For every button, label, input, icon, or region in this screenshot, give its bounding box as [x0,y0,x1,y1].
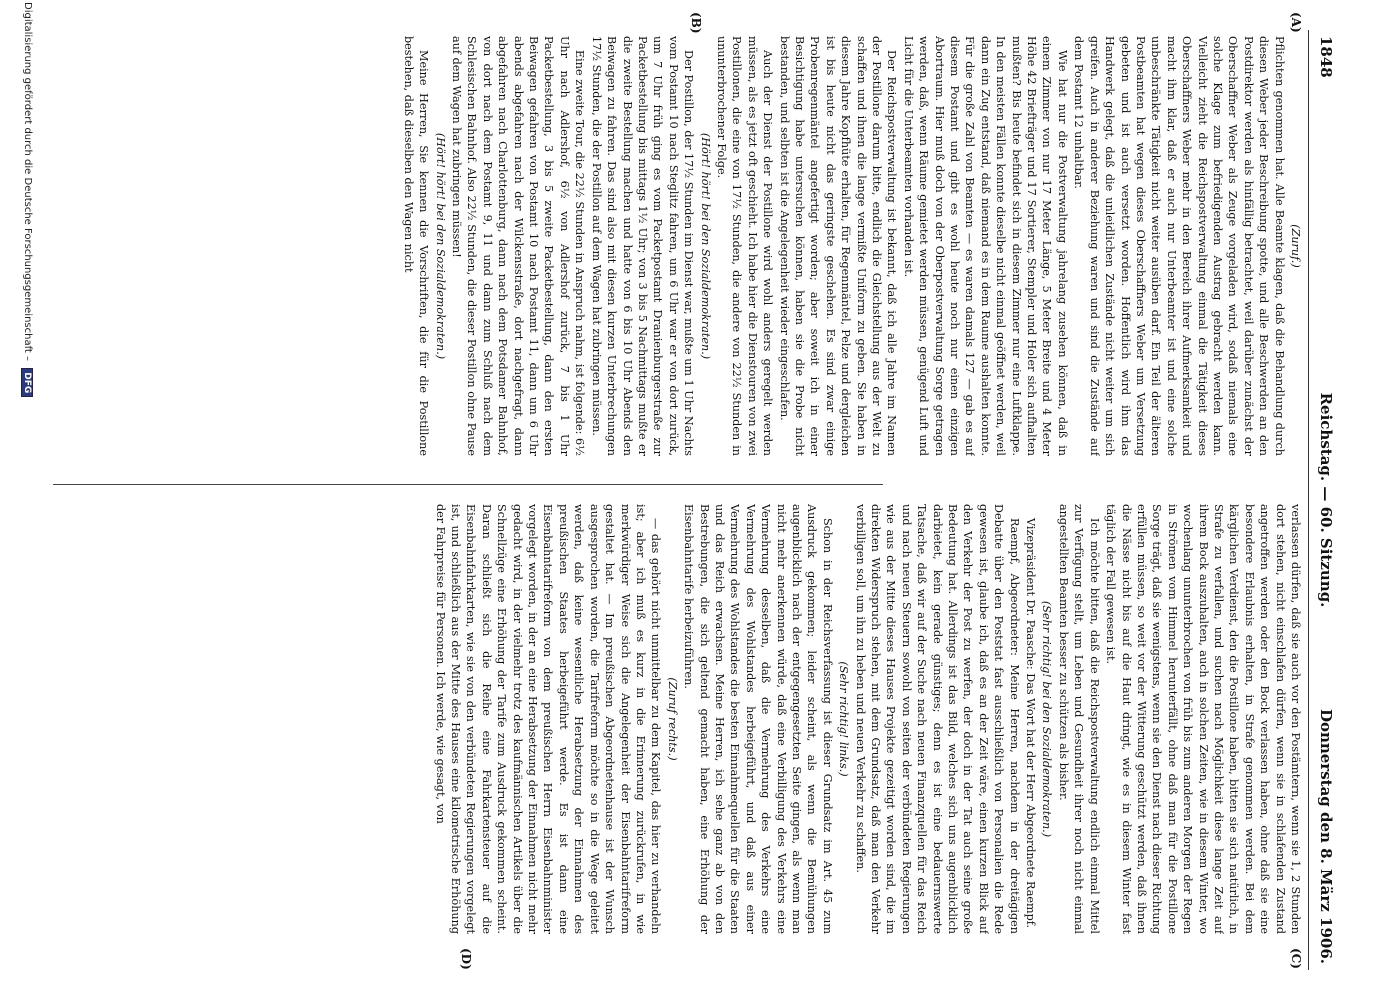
paragraph: Eine zweite Tour, die 22½ Stunden in Anspruch nahm, ist folgende: 6½ Uhr nach Adlershof, 6½ von Adlershof zurück, 7 bis 1 Uhr Packetbestellung, 3 bis 5 zweite Packetbestellung, dann den ersten Beiwagen gefahren von Postamt 10 nach Postamt 11, dann um 6 Uhr abends abgefahren nach der Wilckensstraße, dort nachgefragt, dann abgefahren nach Charlottenburg, dann nach dem Potsdamer Bahnhof, von dort nach dem Postamt 9, 11 und dann zum Schluß nach dem Schlesischen Bahnhof. Also 22½ Stunden, die dieser Postillon ohne Pause auf dem Wagen hat zubringen müssen! [450,36,587,456]
session-date: Donnerstag den 8. März 1906. [1317,708,1335,964]
interjection: (Hört! hört! bei den Sozialdemokraten.) [698,132,712,360]
running-title: Reichstag. — 60. Sitzung. [1317,392,1335,608]
paragraph: Der Reichspostverwaltung ist bekannt, daß ich alle Jahre im Namen der Postillone darum bitte, endlich die Gleichstellung aus der Welt zu schaffen und ihnen die lange vermißte Uniform zu geben. Sie haben in diesem Jahre Kopfhüte erhalten, für Regenmäntel, Pelze und dergleichen ist bis heute nicht das geringste geschehen. Es sind zwar einige Probenregenmäntel angefertigt worden; aber soweit ich in einer Besichtigung habe untersuchen können, haben sie die Probe nicht bestanden, und selbten ist die Angelegenheit wieder eingeschlafen. [777,36,899,456]
digitization-credit [21,2,33,397]
interjection: (Sehr richtig! links.) [837,661,851,777]
paragraph: Ich möchte bitten, daß die Reichspostverwaltung endlich einmal Mittel zur Verfügung stellt, um Leben und Gesundheit ihrer noch nicht einmal angestellten Beamten besser zu schützen als bisher. [1056,504,1101,934]
credit-text: Digitalisierung gefördert durch die Deutsche Forschungsgemeinschaft – [22,2,33,362]
paragraph: Schon in der Reichsverfassung ist dieser Grundsatz im Art. 45 zum Ausdruck gekommen; leider scheint, als wenn die Bemühungen augenblicklich nach der entgegengesetzten Seite gingen, als wenn man nicht mehr anerkennen würde, daß eine Verbilligung des Verkehrs eine Vermehrung desselben, daß die Vermehrung des Verkehrs eine Vermehrung des Wohlstandes herbeigeführt, und daß aus einer Vermehrung des Wohlstandes die besten Einnahmequellen für die Staaten und das Reich erwachsen. Meine Herren, ich sehe ganz ab von den Bestrebungen, die sich geltend gemacht haben, eine Erhöhung der Eisenbahntarife herbeizuführen. [682,504,834,934]
column-divider [53,484,883,485]
paragraph: (Zuruf.) [1289,224,1302,268]
paragraph: Auch der Dienst der Postillone wird wohl anders geregelt werden müssen, als es jetzt oft geschieht. Ich habe hier die Dienstouren von zwei Postillonen, die eine von 17½ Stunden, die andere von 22½ Stunden in ununterbrochener Folge. [714,36,775,456]
interjection: (Sehr richtig! bei den Sozialdemokraten.) [1040,600,1054,838]
paragraph: Meine Herren, Sie kennen die Vorschriften, die für die Postillone bestehen, daß dieselben den Wagen nicht [401,36,431,456]
speaker-announcement: Vizepräsident Dr. Paasche: Das Wort hat der Herr Abgeordnete Raempf. [1024,518,1038,929]
page-number: 1848 [1317,36,1335,78]
paragraph: Wie hat nur die Postverwaltung jahrelang zusehen können, daß in einem Zimmer von nur 17 Meter Länge, 5 Meter Breite und 4 Meter Höhe 42 Briefträger und 17 Sortierer, Stempler und Holer sich aufhalten mußten? Bis heute befindet sich in diesem Zimmer nur eine Luftklappe. In den meisten Fällen konnte dieselbe nicht einmal geöffnet werden, weil dann ein Zug entstand, daß niemand es in dem Raume aushalten konnte. Für die große Zahl von Beamten — es waren damals 127 — gab es auf diesem Postamt und gibt es wohl heute noch nur einen einzigen Abortraum. Hier muß doch von der Oberpostverwaltung Sorge getragen werden, daß, wenn Räume gemietet werden müssen, genügend Luft und Licht für die Unterbeamten vorhanden ist. [901,36,1069,456]
margin-mark-d: (D) [459,948,473,970]
header-rule [1308,30,1309,970]
margin-mark-c: (C) [1289,948,1303,969]
paragraph: verlassen dürfen, daß sie auch vor den Postämtern, wenn sie 1, 2 Stunden dort stehen, nicht einschlafen dürfen, wenn sie in schlafenden Zustand angetroffen werden oder den Bock verlassen haben, ohne daß sie eine besondere Erlaubnis erhalten, in Strafe genommen werden. Bei dem kärglichen Verdienst, den die Postillone haben, bitten sie sich natürlich, in Strafe zu verfallen, und suchen nach Möglichkeit diese lange Zeit auf ihrem Bock auszuhalten, auch in solchen Zeiten, wie in diesem Winter, wo wochenlang ununterbrochen von früh bis zum anderen Morgen der Regen in Strömen vom Himmel herunterfällt, ohne daß man für die Postillone Sorge trägt, daß sie wenigstens, wenn sie den Dienst nach dieser Richtung erfüllen müssen, so weit vor der Witterung geschützt werden, daß ihnen die Nässe nicht bis auf die Haut dringt, wie es in diesem Winter fast täglich der Fall gewesen ist. [1104,504,1302,934]
left-text-column [63,36,1303,456]
paragraph: Raempf, Abgeordneter: Meine Herren, nachdem in der dreitägigen Debatte über den Poststat fast ausschließlich von Personalien die Rede gewesen ist, glaube ich, daß es an der Zeit wäre, einen kurzen Blick auf den Verkehr der Post zu werfen, der doch in der Tat auch seine große Bedeutung hat. Allerdings ist das Bild, welches sich uns augenblicklich darbietet, kein gerade günstiges; denn es ist eine bedauernswerte Tatsache, daß wir auf der Suche nach neuen Finanzquellen für das Reich und nach neuen Steuern sowohl von seiten der verbündeten Regierungen wie aus der Mitte dieses Hauses Projekte gezeitigt worden sind, die im direkten Widerspruch stehen, mit dem Grundsatz, daß man den Verkehr verbilligen soll, um ihn zu heben und neuen Verkehr zu schaffen. [853,504,1021,934]
right-text-column [63,504,1303,934]
margin-mark-b: (B) [689,12,703,34]
interjection: (Hört! hört! bei den Sozialdemokraten.) [433,132,447,360]
dfg-logo: DFG [21,368,33,397]
margin-mark-a: (A) [1289,12,1303,33]
paragraph: Pflichten genommen hat. Alle Beamte klagen, daß die Behandlung durch diesen Weber jeder Beschreibung spotte, und alle Beschwerden an den Postdirektor werden als hinfällig betrachtet, weil darüber zunächst der Oberschaffner Weber als Zeuge vorgeladen wird, sodaß niemals eine solche Klage zum befriedigenden Austrag gebracht werden kann. Vielleicht zieht die Reichspostverwaltung einmal die Tätigkeit dieses Oberschaffners Weber mehr in den Bereich ihrer Aufmerksamkeit und macht ihm klar, daß er auch nur Unterbeamter ist und eine solche unbeschränkte Tätigkeit nicht weiter ausüben darf. Ein Teil der älteren Postbeamten hat wegen dieses Oberschaffners Weber um Versetzung gebeten und ist auch versetzt worden. Hoffentlich wird ihm das Handwerk gelegt, daß die unleidlichen Zustände nicht weiter um sich greifen. Auch in anderer Beziehung waren und sind die Zustände auf dem Postamt 12 unhaltbar. [1072,36,1286,456]
interjection: (Zuruf rechts.) [665,677,679,761]
paragraph: Der Postillon, der 17½ Stunden im Dienst war, mußte um 1 Uhr Nachts vom Postamt 10 nach Steglitz fahren, um 6 Uhr war er von dort zurück, um 7 Uhr früh ging es vom Packetpostamt Dranienburgerstraße zur Packetbestellung bis mittags 1½ Uhr; von 3 bis 5 Nachmittags mußte er die zweite Bestellung machen und hatte von 6 bis 10 Uhr Abends den Beiwagen zu fahren. Das sind also mit diesen kurzen Unterbrechungen 17½ Stunden, die der Postillon auf dem Wagen hat zubringen müssen. [589,36,696,456]
paragraph: — das gehört nicht unmittelbar zu dem Kapitel, das hier zu verhandeln ist; aber ich muß es kurz in die Erinnerung zurückrufen, in wie merkwürdiger Weise sich die Angelegenheit der Eisenbahntarifreform gestaltet hat. — Im preußischen Abgeordnetenhause ist der Wunsch ausgesprochen worden, die Tarifreform möchte so in die Wege geleitet werden, daß keine wesentliche Herabsetzung der Einnahmen des preußischen Staates herbeigeführt werde. Es ist dann eine Eisenbahntarifreform von dem preußischen Herrn Eisenbahnminister vorgelegt worden, in der an eine Herabsetzung der Einnahmen nicht mehr gedacht wird, in der vielmehr trotz des kaufmännischen Artikels über die Schnellzüge eine Erhöhung der Tarife zum Ausdruck gekommen scheint. Daran schließt sich die Reihe eine Fahrkartensteuer auf die Eisenbahnfahrkarten, wie sie von den verbündeten Regierungen vorgelegt ist, und schließlich aus der Mitte des Hauses eine kilometrische Erhöhung der Fahrpreise für Personen. Ich werde, wie gesagt, von [433,504,663,934]
page-header [1311,30,1335,970]
